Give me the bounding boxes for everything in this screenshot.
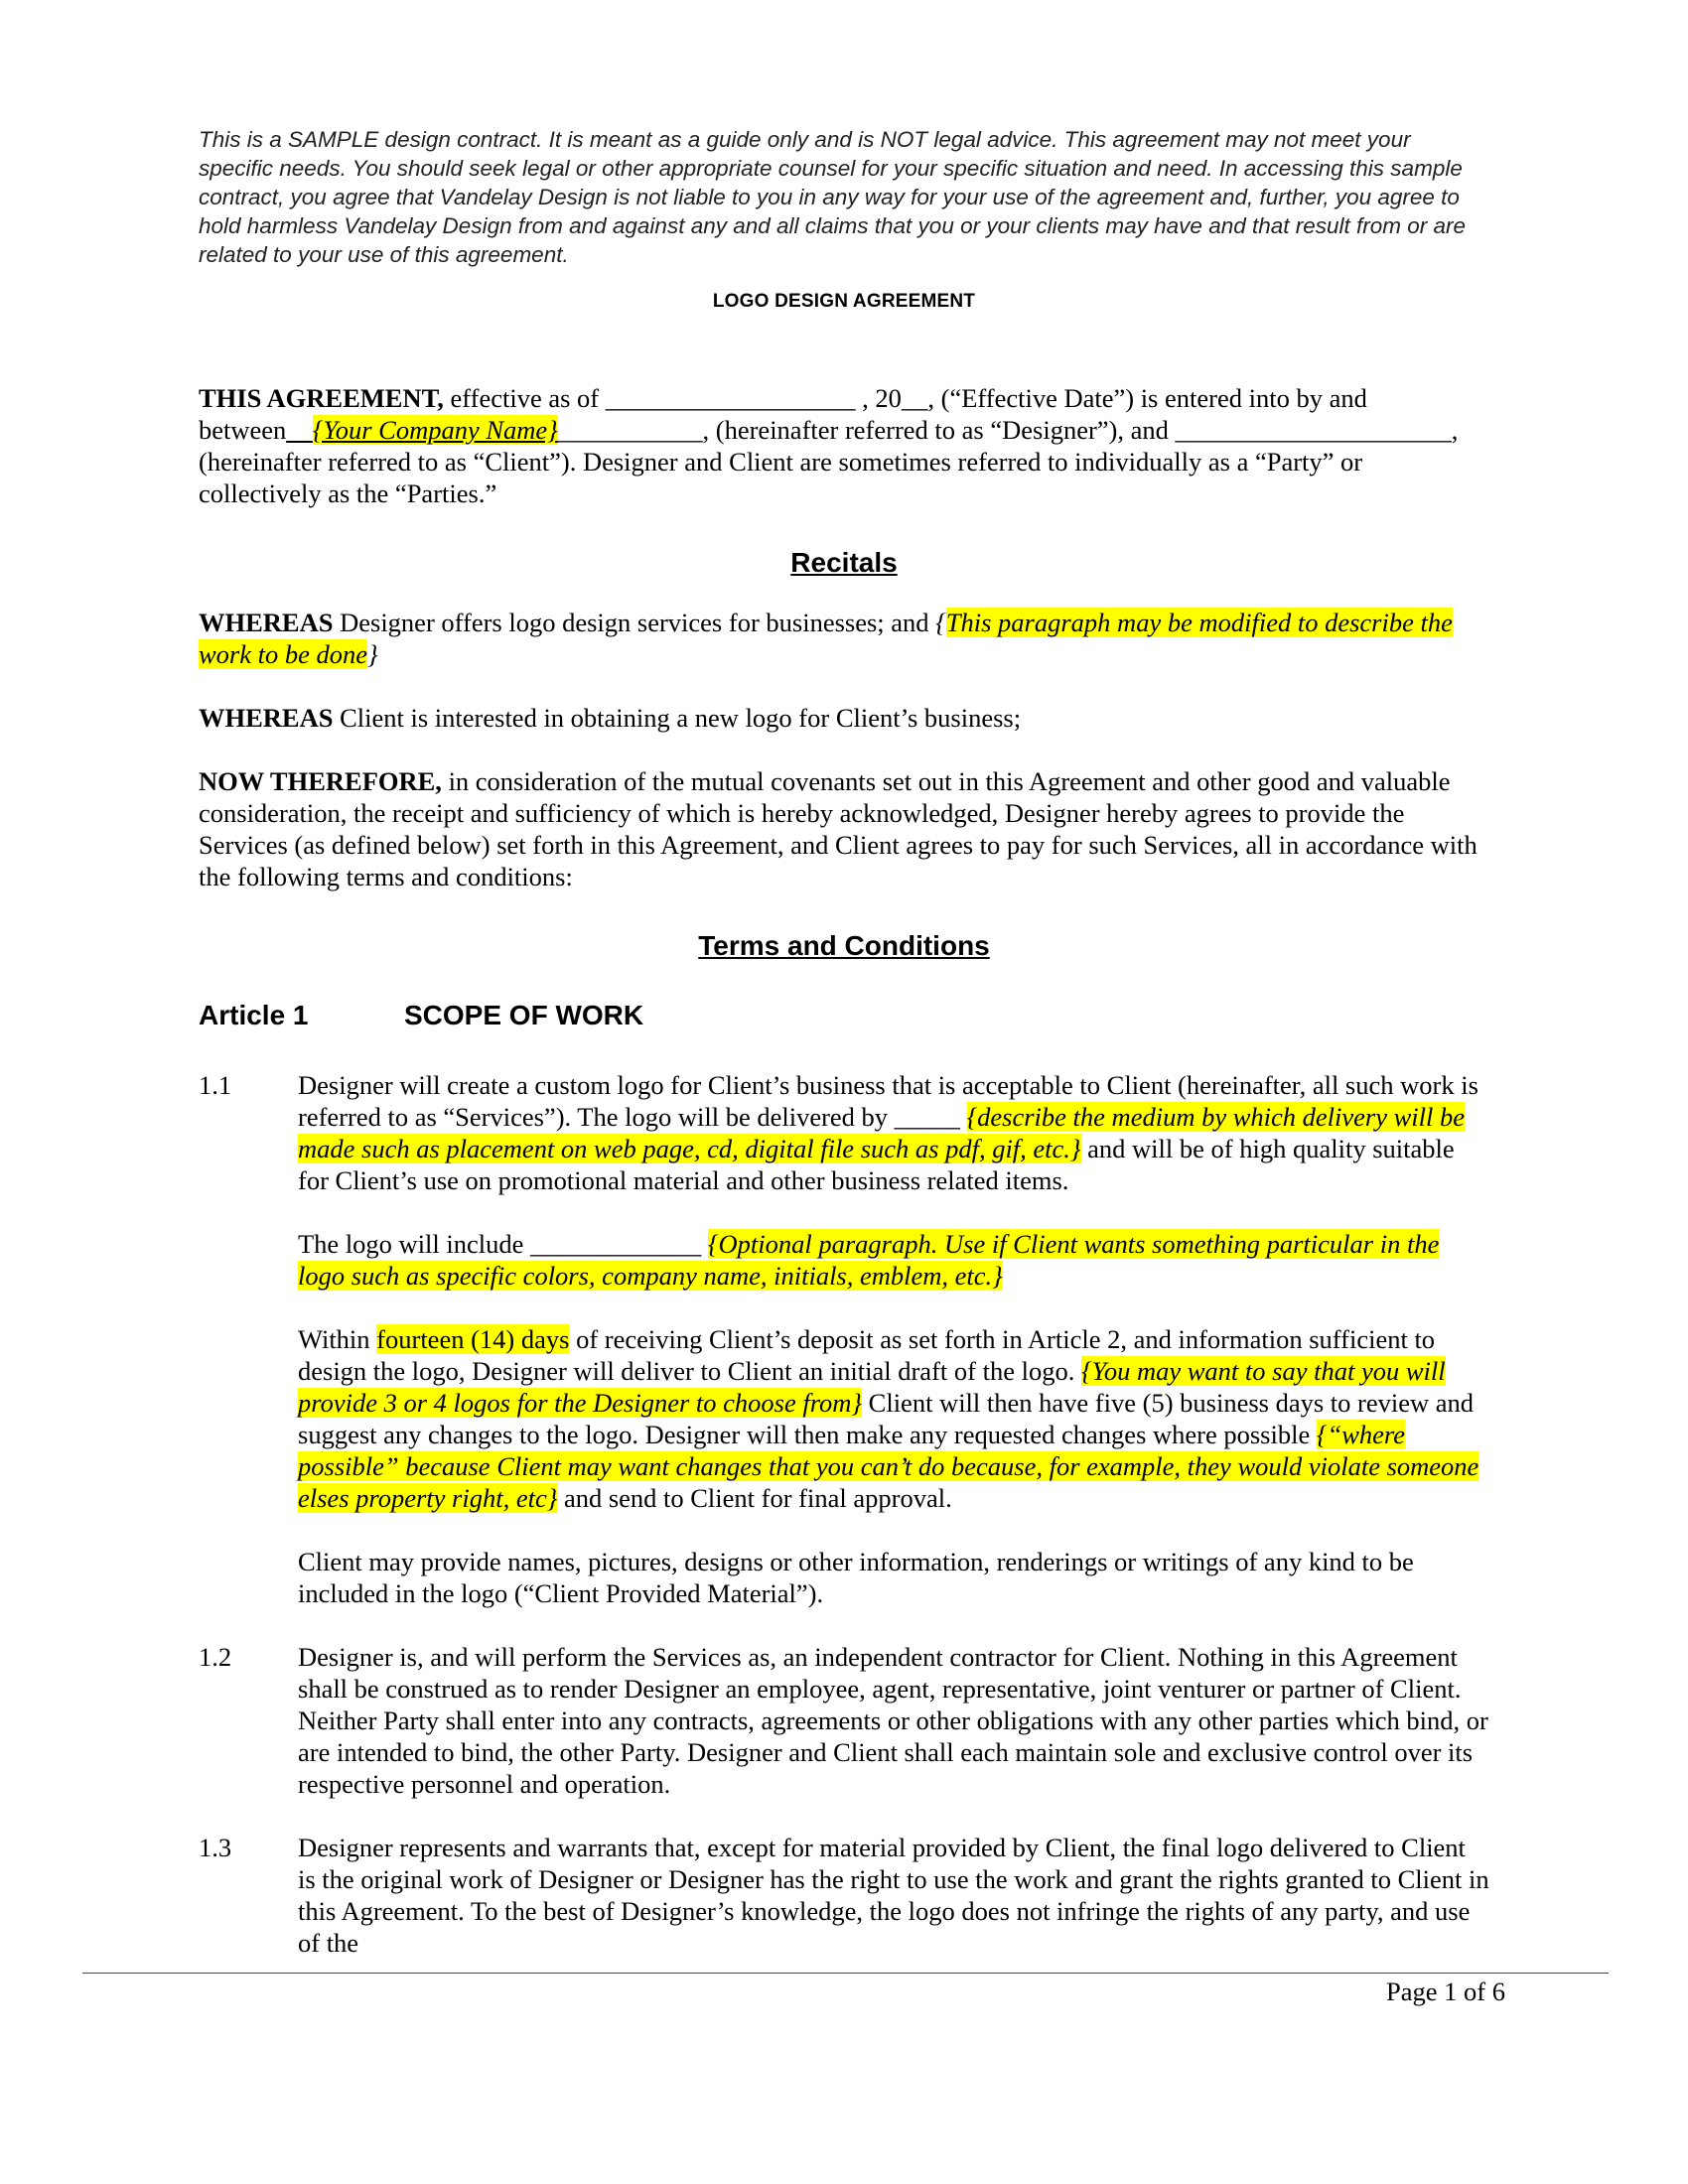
clause-1-1-p1-tail: and will be of high quality suitable for Client’s use on promotional material and other business related items. [298,1134,1455,1195]
clause-1-1-p3 [298,1323,1489,1514]
delivery-medium-note: {describe the medium by which delivery will be made such as placement on web page, cd, digital file such as pdf, gif, etc.} [298,1102,1466,1163]
clause-1-1-p3-lead: Within [298,1324,377,1354]
article-1-heading [199,1000,1489,1031]
intro-paragraph [199,382,1489,509]
disclaimer-paragraph: This is a SAMPLE design contract. It is meant as a guide only and is NOT legal advice. This agreement may not meet your specific needs. You should seek legal or other appropriate counsel for your specific situation and need. In accessing this sample contract, you agree that Vandelay Design is not liable to you in any way for your use of the agreement and, further, you agree to hold harmless Vandelay Design from and against any and all claims that you or your clients may have and that result from or are related to your use of this agreement. [199,127,1467,267]
clause-body: Designer is, and will perform the Services as, an independent contractor for Client. Nothing in this Agreement shall be construed as to render Designer an employee, agent, representative, joint venturer or partner of Client. Neither Party shall enter into any contracts, agreements or other obligations with any other parties which bind, or are intended to bind, the other Party. Designer and Client shall each maintain sole and exclusive control over its respective personnel and operation. [298,1642,1488,1799]
clause-1-1-p1 [298,1069,1489,1196]
clause-1-1-p3-mid: Client will then have five (5) business days to review and suggest any changes to the logo. Designer will then make any requested changes where possible [298,1388,1475,1449]
page-number: Page 1 of 6 [1386,1977,1505,2006]
intro-text-1: effective as of ___________________ , 20__, (“Effective Date”) is entered into by and between [199,383,1367,445]
document-page [199,125,1489,1959]
clause-1-1 [199,1069,1489,1609]
recital-3-lead: NOW THEREFORE, [199,766,442,796]
recital-2-text: Client is interested in obtaining a new logo for Client’s business; [333,703,1022,733]
article-1-title: SCOPE OF WORK [404,1000,644,1030]
intro-lead: THIS AGREEMENT, [199,383,444,413]
clause-1-1-p3-text: of receiving Client’s deposit as set forth in Article 2, and information sufficient to design the logo, Designer will deliver to Client an initial draft of the logo. [298,1324,1436,1386]
clause-body: Designer represents and warrants that, except for material provided by Client, the final logo delivered to Client is the original work of Designer or Designer has the right to use the work and grant the rights granted to Client in this Agreement. To the best of Designer’s knowledge, the logo does not infringe the rights of any party, and use of the [298,1833,1489,1958]
clause-number: 1.3 [199,1833,232,1862]
clause-1-1-p2 [298,1228,1489,1292]
recital-1-lead: WHEREAS [199,608,334,637]
clause-1-1-p4: Client may provide names, pictures, designs or other information, renderings or writings of any kind to be included in the logo (“Client Provided Material”). [298,1547,1414,1608]
clause-1-1-p1-text: Designer will create a custom logo for Client’s business that is acceptable to Client (hereinafter, all such work is referred to as “Services”). The logo will be delivered by _____ [298,1070,1478,1132]
logo-options-note: {You may want to say that you will provide 3 or 4 logos for the Designer to choose from} [298,1356,1446,1418]
clause-1-1-p2-text: The logo will include _____________ [298,1229,708,1259]
clause-number: 1.2 [199,1642,232,1672]
clause-1-3 [199,1832,1489,1959]
recital-2-lead: WHEREAS [199,703,334,733]
recital-1-brace-close: } [367,639,378,669]
clause-1-2 [199,1641,1489,1800]
recital-1-brace-open: { [935,608,946,637]
recital-3 [199,765,1489,892]
intro-blank: __ [286,415,313,445]
recital-1 [199,607,1489,670]
recitals-heading: Recitals [790,547,898,578]
recital-1-text: Designer offers logo design services for businesses; and [333,608,936,637]
delivery-days-highlight: fourteen (14) days [376,1324,570,1354]
recital-3-text: in consideration of the mutual covenants set out in this Agreement and other good and valuable consideration, the receipt and sufficiency of which is hereby acknowledged, Designer hereby agrees to provide the Services (as defined below) set forth in this Agreement, and Client agrees to pay for such Services, all in accordance with the following terms and conditions: [199,766,1477,891]
article-1-number: Article 1 [199,1000,309,1030]
footer-divider [82,1973,1609,1974]
recital-1-note: This paragraph may be modified to describe the work to be done [199,608,1453,669]
logo-include-note: {Optional paragraph. Use if Client wants something particular in the logo such as specific colors, company name, initials, emblem, etc.} [298,1229,1440,1291]
intro-text-2: ___________, (hereinafter referred to as “Designer”), and _____________________, (hereinafter referred to as “Client”). Designer and Client are sometimes referred to individually as a “Party” or collectively as the “Parties.” [199,415,1459,508]
where-possible-note: {“where possible” because Client may want changes that you can’t do because, for example, they would violate someone elses property right, etc} [298,1420,1479,1513]
document-title: LOGO DESIGN AGREEMENT [712,291,976,312]
terms-heading: Terms and Conditions [698,930,990,961]
company-name-placeholder: {Your Company Name} [312,415,558,445]
clause-body [298,1069,1489,1609]
clause-number: 1.1 [199,1070,232,1100]
recital-2 [199,702,1489,734]
clause-1-1-p3-tail: and send to Client for final approval. [557,1483,952,1513]
